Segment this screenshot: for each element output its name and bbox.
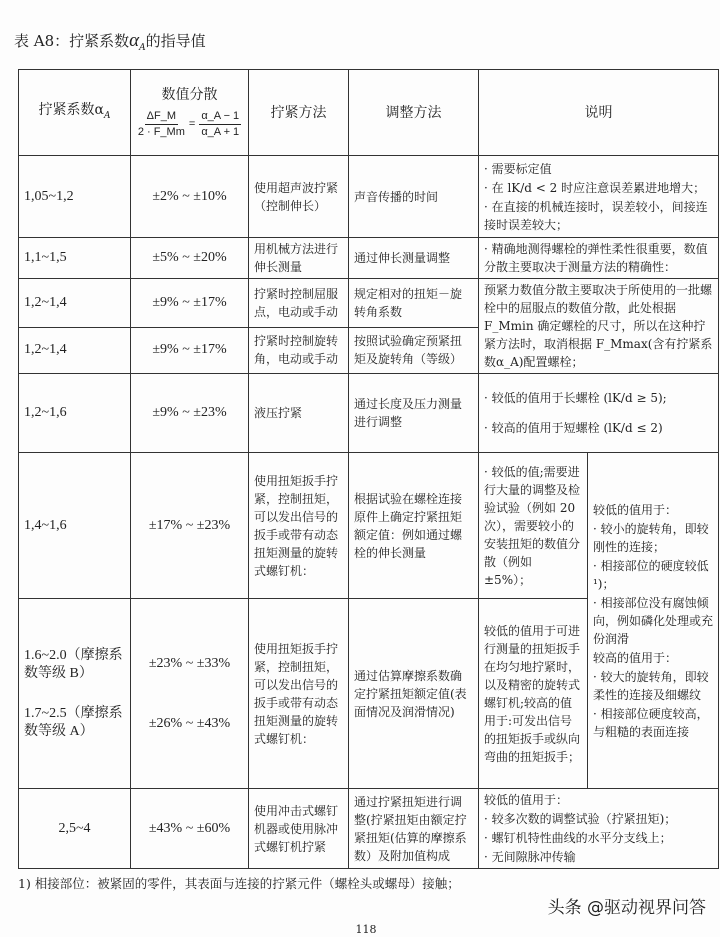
coef-cell: 1,2~1,4 (19, 279, 131, 328)
method-cell: 液压拧紧 (249, 374, 349, 453)
notes-range-cell: 较低的值用于： · 较小的旋转角，即较刚性的连接； · 相接部位的硬度较低¹)； · 相接部位没有腐蚀倾向，例如磷化处理或充份润滑 较高的值用于： · 较大的旋转角，即较柔性的连接及细螺纹 · 相接部位硬度较高，与粗糙的表面连接 (588, 453, 719, 789)
notes-low-cell: 较低的值用于可进行测量的扭矩扳手在均匀地拧紧时，以及精密的旋转式螺钉机;较高的值用于:可发出信号的扭矩扳手或纵向弯曲的扭矩扳手； (479, 599, 588, 789)
footnote: 1) 相接部位：被紧固的零件，其表面与连接的拧紧元件（螺栓头或螺母）接触； (18, 876, 460, 891)
method-cell: 拧紧时控制旋转角，电动或手动 (249, 327, 349, 373)
header-scatter: 数值分散 $\frac{\Delta F\_M}{2 \cdot F\_Mm}$ = $\frac{\alpha\_A - 1}{\alpha\_A + 1}$ (131, 70, 249, 156)
scatter-cell: ±43% ~ ±60% (131, 789, 249, 869)
header-adjust: 调整方法 (349, 70, 479, 156)
table-row (19, 374, 719, 453)
coef-cell: 1,4~1,6 (19, 453, 131, 599)
scatter-cell: ±9% ~ ±17% (131, 327, 249, 373)
method-cell: 使用冲击式螺钉机器或使用脉冲式螺钉机拧紧 (249, 789, 349, 869)
adjust-cell: 根据试验在螺栓连接原件上确定拧紧扭矩额定值：例如通过螺栓的伸长测量 (349, 453, 479, 599)
table-title: 表 A8：拧紧系数$\alpha_A$的指导值 (14, 30, 206, 53)
header-notes: 说明 (479, 70, 719, 156)
scatter-cell: ±2% ~ ±10% (131, 156, 249, 238)
notes-cell: · 精确地测得螺栓的弹性柔性很重要，数值分散主要取决于测量方法的精确性： (479, 238, 719, 279)
coef-cell: 2,5~4 (19, 789, 131, 869)
coef-cell: 1,2~1,4 (19, 327, 131, 373)
notes-cell: 预紧力数值分散主要取决于所使用的一批螺栓中的屈服点的数值分散，此处根据 F_Mmin 确定螺栓的尺寸，所以在这种拧紧方法时，取消根据 F_Mmax(含有拧紧系数α_A)配置螺栓； (479, 279, 719, 374)
table-row (19, 453, 719, 599)
table-row (19, 789, 719, 869)
adjust-cell: 通过长度及压力测量进行调整 (349, 374, 479, 453)
scatter-cell: ±9% ~ ±17% (131, 279, 249, 328)
scatter-cell: ±5% ~ ±20% (131, 238, 249, 279)
notes-cell: · 较低的值用于长螺栓 (lK/d ≥ 5); · 较高的值用于短螺栓 (lK/d ≤ 2) (479, 374, 719, 453)
table-header-row (19, 70, 719, 156)
scatter-cell: ±23% ~ ±33% ±26% ~ ±43% (131, 599, 249, 789)
scatter-cell: ±9% ~ ±23% (131, 374, 249, 453)
coef-cell: 1,2~1,6 (19, 374, 131, 453)
table-row (19, 156, 719, 238)
method-cell: 使用扭矩扳手拧紧，控制扭矩，可以发出信号的扳手或带有动态扭矩测量的旋转式螺钉机： (249, 599, 349, 789)
method-cell: 使用扭矩扳手拧紧，控制扭矩，可以发出信号的扳手或带有动态扭矩测量的旋转式螺钉机： (249, 453, 349, 599)
adjust-cell: 按照试验确定预紧扭矩及旋转角（等级） (349, 327, 479, 373)
adjust-cell: 规定相对的扭矩－旋转角系数 (349, 279, 479, 328)
watermark: 头条 @驱动视界问答 (547, 898, 706, 918)
coef-cell: 1,1~1,5 (19, 238, 131, 279)
header-method: 拧紧方法 (249, 70, 349, 156)
notes-cell: 较低的值用于： · 较多次数的调整试验（拧紧扭矩)； · 螺钉机特性曲线的水平分支线上； · 无间隙脉冲传输 (479, 789, 719, 869)
coef-cell: 1,05~1,2 (19, 156, 131, 238)
tightening-factor-table (18, 69, 719, 869)
table-row (19, 279, 719, 328)
method-cell: 拧紧时控制屈服点，电动或手动 (249, 279, 349, 328)
adjust-cell: 通过估算摩擦系数确定拧紧扭矩额定值(表面情况及润滑情况) (349, 599, 479, 789)
table-row (19, 238, 719, 279)
adjust-cell: 通过拧紧扭矩进行调整(拧紧扭矩由额定拧紧扭矩(估算的摩擦系数）及附加值构成 (349, 789, 479, 869)
method-cell: 使用超声波拧紧（控制伸长） (249, 156, 349, 238)
header-coefficient: 拧紧系数$\alpha_A$ (19, 70, 131, 156)
adjust-cell: 通过伸长测量调整 (349, 238, 479, 279)
scatter-cell: ±17% ~ ±23% (131, 453, 249, 599)
scatter-formula: $\frac{\Delta F\_M}{2 \cdot F\_Mm}$ = $\frac{\alpha\_A - 1}{\alpha\_A + 1}$ (137, 110, 240, 138)
adjust-cell: 声音传播的时间 (349, 156, 479, 238)
notes-low-cell: · 较低的值;需要进行大量的调整及检验试验（例如 20 次），需要较小的安装扭矩的数值分散（例如 ±5%）； (479, 453, 588, 599)
notes-cell: · 需要标定值 · 在 lK/d < 2 时应注意误差累进地增大； · 在直接的机械连接时，误差较小，间接连接时误差较大； (479, 156, 719, 238)
coef-cell: 1.6~2.0（摩擦系数等级 B） 1.7~2.5（摩擦系数等级 A） (19, 599, 131, 789)
method-cell: 用机械方法进行伸长测量 (249, 238, 349, 279)
page-number: 118 (355, 923, 377, 936)
